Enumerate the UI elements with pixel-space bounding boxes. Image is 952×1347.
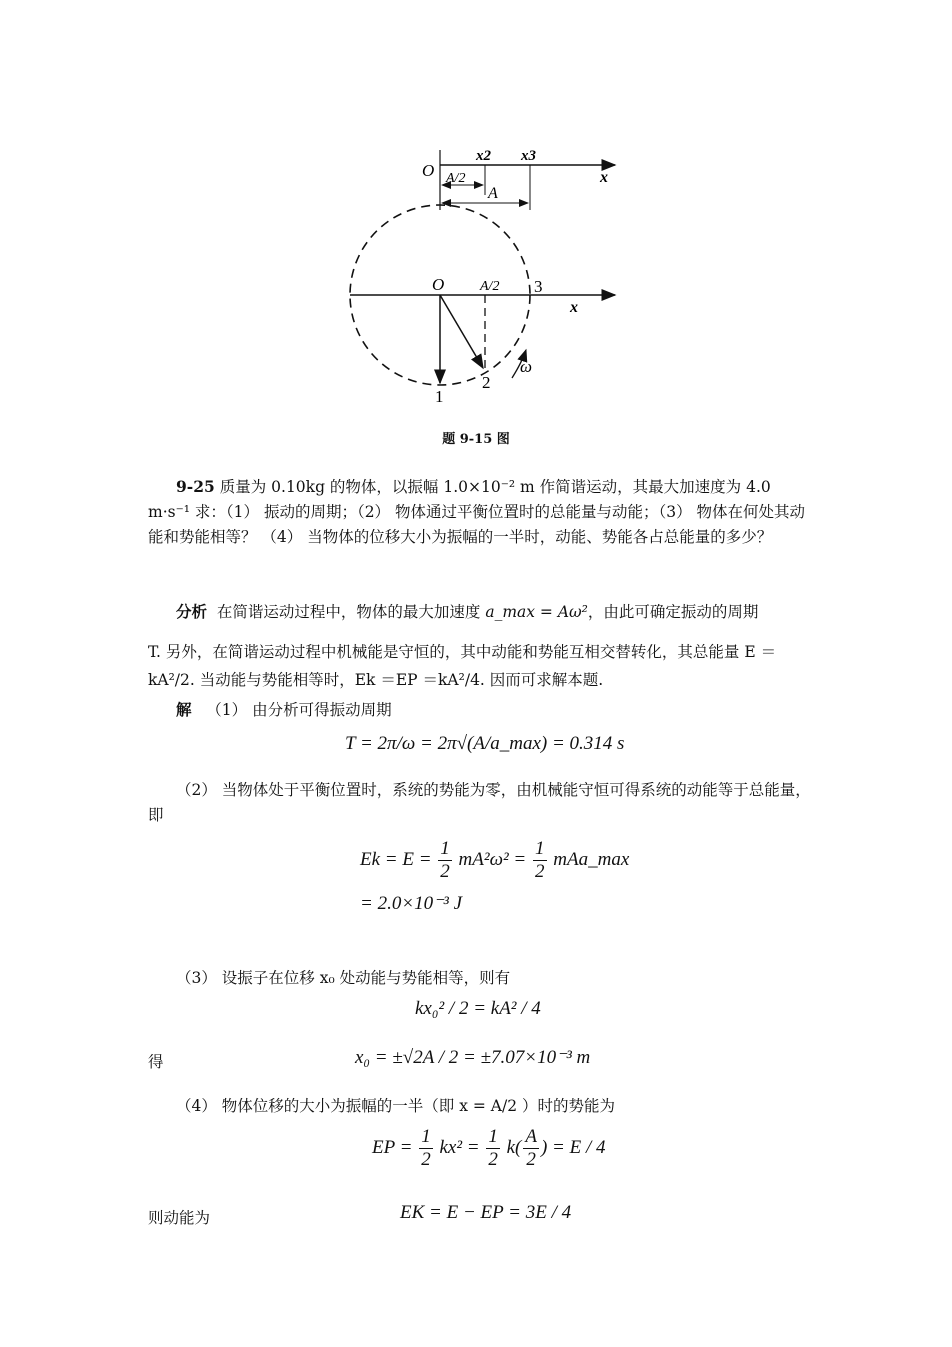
o-top-label: O — [422, 161, 435, 180]
analysis-line1: 在简谐运动过程中，物体的最大加速度 — [216, 603, 481, 621]
problem-statement — [148, 474, 813, 550]
oscillation-figure — [330, 140, 630, 410]
analysis-line2: T. 另外，在简谐运动过程中机械能是守恒的，其中动能和势能互相交替转化，其总能量 E ＝ — [148, 643, 777, 661]
solution-label: 解 — [176, 701, 192, 719]
figure-caption: 题 9-15 图 — [442, 432, 510, 447]
frac-den: 2 — [421, 1149, 431, 1170]
problem-number: 9-25 — [176, 477, 215, 496]
x-axis-top-label: x — [600, 169, 608, 186]
frac-num: 1 — [488, 1126, 498, 1147]
o-mid-label: O — [432, 275, 445, 294]
frac-den: 2 — [526, 1149, 536, 1170]
equation-potential: EP = $\frac{1}{2}$ kx² = $\frac{1}{2}$ k( $\frac{A}{2}$ ) = E / 4 — [372, 1126, 606, 1170]
x-axis-mid-label: x — [570, 299, 578, 316]
problem-text: 质量为 0.10kg 的物体，以振幅 1.0×10⁻² m 作简谐运动，其最大加速度为 4.0 m·s⁻¹ 求：（1） 振动的周期；（2） 物体通过平衡位置时的总能量与动能；（3） 物体在何处其动能和势能相等？ （4） 当物体的位移大小为振幅的一半时，动能、势能各占总能量的多少？ — [148, 478, 806, 546]
fraction-half-1 — [438, 838, 452, 883]
frac-den: 2 — [440, 861, 450, 882]
half-amp-mid-label: A/2 — [480, 279, 500, 294]
eq4-k: k — [506, 1136, 516, 1158]
equation-period: T = 2π/ω = 2π√(A/a_max) = 0.314 s — [345, 733, 625, 754]
analysis-paragraph — [148, 597, 813, 627]
frac-num: 1 — [421, 1126, 431, 1147]
point-3-label: 3 — [534, 277, 543, 296]
solution-p4: （4） 物体位移的大小为振幅的一半（即 x = A/2 ）时的势能为 — [176, 1097, 616, 1115]
fraction-half-2 — [533, 838, 547, 883]
equation-kinetic-final: EK = E − EP = 3E / 4 — [400, 1202, 572, 1223]
point-2-label: 2 — [482, 373, 491, 392]
x3-label: x3 — [521, 148, 536, 164]
solution-p1 — [148, 698, 813, 723]
omega-label: ω — [520, 357, 533, 376]
frac-num: 1 — [440, 838, 450, 859]
frac-den: 2 — [488, 1149, 498, 1170]
eq4-mid: kx² = — [439, 1136, 480, 1158]
eq2-lhs: Ek = E = — [360, 848, 432, 870]
frac-den: 2 — [535, 861, 545, 882]
frac-num: 1 — [535, 838, 545, 859]
analysis-line1b: ，由此可确定振动的周期 — [587, 603, 759, 621]
equation-x0: x₀ = ±√2A / 2 = ±7.07×10⁻³ m — [355, 1047, 591, 1068]
solution-p5: 则动能为 — [148, 1209, 211, 1227]
vector-2 — [440, 295, 483, 368]
solution-p1-text: （1） 由分析可得振动周期 — [206, 701, 392, 719]
de-label: 得 — [148, 1053, 164, 1071]
analysis-formula: a_max = Aω² — [485, 603, 588, 621]
analysis-line3: kA²/2. 当动能与势能相等时，Ek ＝EP ＝kA²/4. 因而可求解本题. — [148, 671, 604, 689]
eq4-lhs: EP = — [372, 1136, 413, 1158]
equation-equal-energy: kx₀² / 2 = kA² / 4 — [415, 998, 541, 1019]
x2-label: x2 — [476, 148, 491, 164]
eq4-rhs: = E / 4 — [552, 1136, 606, 1158]
eq2-rhs: mAa_max — [553, 848, 630, 870]
analysis-label: 分析 — [176, 603, 208, 621]
half-amp-top-label: A/2 — [446, 171, 466, 186]
fraction-A-over-2 — [523, 1126, 539, 1171]
fraction-half-3 — [419, 1126, 433, 1171]
amp-top-label: A — [488, 185, 498, 202]
equation-energy-value: = 2.0×10⁻³ J — [360, 893, 463, 914]
solution-p3: （3） 设振子在位移 x₀ 处动能与势能相等，则有 — [176, 969, 511, 987]
frac-num-A: A — [525, 1126, 537, 1147]
point-1-label: 1 — [435, 387, 444, 406]
equation-kinetic — [360, 838, 629, 883]
eq2-mid: mA²ω² = — [458, 848, 527, 870]
solution-p2: （2） 当物体处于平衡位置时，系统的势能为零，由机械能守恒可得系统的动能等于总能量，即 — [148, 781, 811, 824]
fraction-half-4 — [486, 1126, 500, 1171]
